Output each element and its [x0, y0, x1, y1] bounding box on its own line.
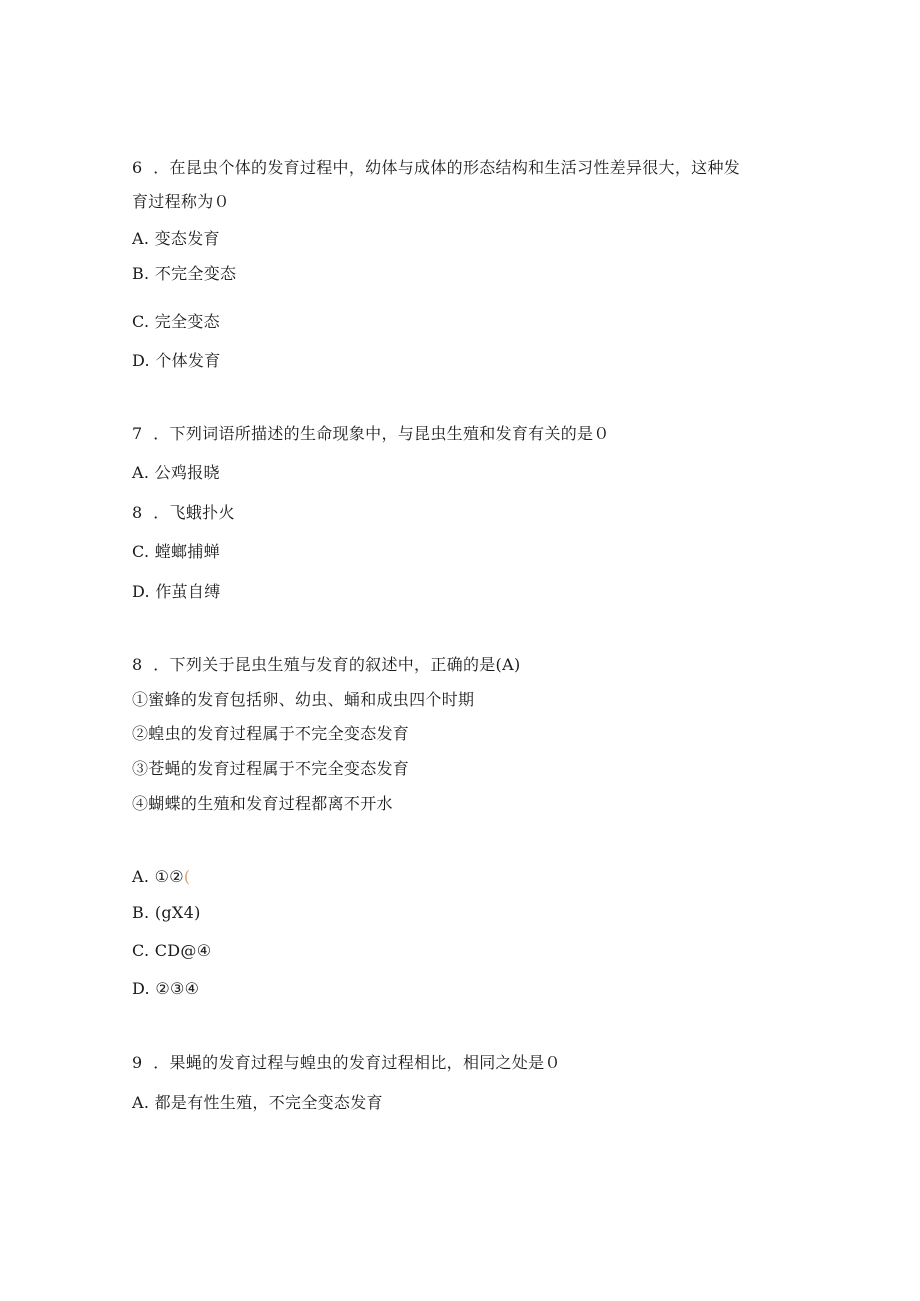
q8-option-c: C. CD@④: [132, 941, 212, 960]
q8-option-a-mark: (: [183, 867, 191, 886]
q7-option-a: A. 公鸡报晓: [132, 463, 220, 482]
q8-statement-3: ③苍蝇的发育过程属于不完全变态发育: [132, 759, 410, 778]
q6-option-b: B. 不完全变态: [132, 264, 237, 283]
q6-stem-line2: 育过程称为０: [132, 192, 230, 211]
q8-statement-4: ④蝴蝶的生殖和发育过程都离不开水: [132, 794, 393, 813]
q7-stem: 7 ．下列词语所描述的生命现象中，与昆虫生殖和发育有关的是０: [132, 424, 610, 443]
q6-option-d: D. 个体发育: [132, 351, 221, 370]
q6-stem-line1: 6 ．在昆虫个体的发育过程中，幼体与成体的形态结构和生活习性差异很大，这种发: [132, 158, 741, 177]
q8-option-d: D. ②③④: [132, 979, 200, 998]
q8-stem: 8 ．下列关于昆虫生殖与发育的叙述中，正确的是(A): [132, 655, 521, 674]
q7-option-c: C. 螳螂捕蝉: [132, 542, 220, 561]
q7-option-d: D. 作茧自缚: [132, 582, 221, 601]
q8-option-b: B. (gX4): [132, 903, 201, 922]
q6-option-a: A. 变态发育: [132, 229, 220, 248]
q8-statement-1: ①蜜蜂的发育包括卵、幼虫、蛹和成虫四个时期: [132, 690, 475, 709]
q7-option-b: 8 ．飞蛾扑火: [132, 503, 235, 522]
q8-option-a-text: A. ①②: [132, 867, 184, 886]
q6-option-c: C. 完全变态: [132, 312, 220, 331]
q8-option-a: [132, 867, 190, 887]
q8-statement-2: ②蝗虫的发育过程属于不完全变态发育: [132, 724, 410, 743]
q9-stem: 9 ．果蝇的发育过程与蝗虫的发育过程相比，相同之处是０: [132, 1053, 561, 1072]
q9-option-a: A. 都是有性生殖，不完全变态发育: [132, 1093, 383, 1112]
